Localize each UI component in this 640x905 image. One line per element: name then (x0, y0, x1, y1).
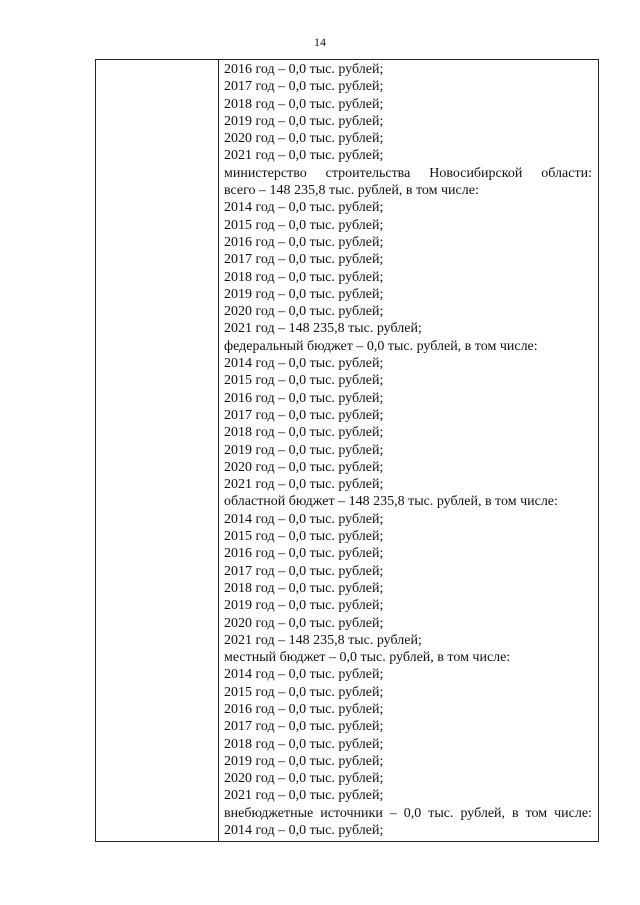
text-word: министерство (224, 165, 307, 181)
text-line: 2019 год – 0,0 тыс. рублей; (224, 598, 384, 614)
text-line: 2020 год – 0,0 тыс. рублей; (224, 459, 384, 475)
text-line: 2014 год – 0,0 тыс. рублей; (224, 511, 384, 527)
text-line: 2017 год – 0,0 тыс. рублей; (224, 252, 384, 268)
text-line: 2019 год – 0,0 тыс. рублей; (224, 113, 384, 129)
text-line: 2017 год – 0,0 тыс. рублей; (224, 79, 384, 95)
text-word: Новосибирской (429, 165, 523, 181)
text-line (224, 165, 592, 182)
text-line: 2014 год – 0,0 тыс. рублей; (224, 823, 384, 839)
text-line: 2016 год – 0,0 тыс. рублей; (224, 546, 384, 562)
text-line: 2020 год – 0,0 тыс. рублей; (224, 131, 384, 147)
text-line: 2018 год – 0,0 тыс. рублей; (224, 425, 384, 441)
text-word: числе: (554, 805, 592, 821)
text-line: 2021 год – 148 235,8 тыс. рублей; (224, 321, 422, 337)
text-line: 2019 год – 0,0 тыс. рублей; (224, 286, 384, 302)
text-line: 2014 год – 0,0 тыс. рублей; (224, 356, 384, 372)
text-line: 2019 год – 0,0 тыс. рублей; (224, 753, 384, 769)
text-line: федеральный бюджет – 0,0 тыс. рублей, в том числе: (224, 338, 538, 354)
text-word: источники (320, 805, 383, 821)
text-line: 2021 год – 0,0 тыс. рублей; (224, 477, 384, 493)
text-line: 2017 год – 0,0 тыс. рублей; (224, 719, 384, 735)
text-word: – (389, 805, 397, 821)
text-line: 2016 год – 0,0 тыс. рублей; (224, 701, 384, 717)
text-line: 2016 год – 0,0 тыс. рублей; (224, 62, 384, 77)
text-line: 2018 год – 0,0 тыс. рублей; (224, 269, 384, 285)
text-line: 2016 год – 0,0 тыс. рублей; (224, 390, 384, 406)
text-line: 2018 год – 0,0 тыс. рублей; (224, 736, 384, 752)
text-line: 2014 год – 0,0 тыс. рублей; (224, 200, 384, 216)
text-line: 2019 год – 0,0 тыс. рублей; (224, 442, 384, 458)
table-row (96, 60, 599, 842)
text-word: области: (541, 165, 592, 181)
text-line: 2015 год – 0,0 тыс. рублей; (224, 217, 384, 233)
text-line: областной бюджет – 148 235,8 тыс. рублей, в том числе: (224, 494, 558, 510)
text-line: 2021 год – 148 235,8 тыс. рублей; (224, 632, 422, 648)
text-word: внебюджетные (224, 805, 314, 821)
table-cell-text (219, 60, 599, 842)
text-line: 2020 год – 0,0 тыс. рублей; (224, 615, 384, 631)
text-line: 2018 год – 0,0 тыс. рублей; (224, 580, 384, 596)
text-line: 2021 год – 0,0 тыс. рублей; (224, 148, 384, 164)
text-line: местный бюджет – 0,0 тыс. рублей, в том числе: (224, 650, 511, 666)
text-line: 2015 год – 0,0 тыс. рублей; (224, 529, 384, 545)
text-word: строительства (325, 165, 411, 181)
text-line: 2021 год – 0,0 тыс. рублей; (224, 788, 384, 804)
text-line: 2020 год – 0,0 тыс. рублей; (224, 304, 384, 320)
text-word: рублей, (460, 805, 506, 821)
text-line: 2020 год – 0,0 тыс. рублей; (224, 771, 384, 787)
text-line: 2014 год – 0,0 тыс. рублей; (224, 667, 384, 683)
funding-table (95, 59, 599, 842)
text-word: 0,0 (403, 805, 422, 821)
text-line (224, 805, 592, 822)
text-word: том (525, 805, 548, 821)
text-line: 2018 год – 0,0 тыс. рублей; (224, 96, 384, 112)
text-line: 2015 год – 0,0 тыс. рублей; (224, 684, 384, 700)
text-word: тыс. (428, 805, 454, 821)
text-line: 2017 год – 0,0 тыс. рублей; (224, 407, 384, 423)
table-cell-left (96, 60, 219, 842)
text-line: 2016 год – 0,0 тыс. рублей; (224, 234, 384, 250)
text-line: 2015 год – 0,0 тыс. рублей; (224, 373, 384, 389)
text-line: 2017 год – 0,0 тыс. рублей; (224, 563, 384, 579)
text-word: в (512, 805, 519, 821)
page-number: 14 (314, 35, 326, 49)
text-line: всего – 148 235,8 тыс. рублей, в том числе: (224, 183, 479, 199)
